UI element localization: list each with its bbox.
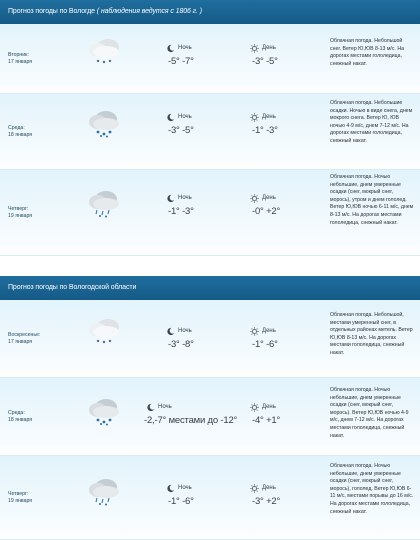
day-date: 17 января xyxy=(8,58,33,65)
city-forecast-note: ( наблюдения ведутся с 1806 г. ) xyxy=(96,8,202,15)
day-temperature: -1° -6° xyxy=(252,339,278,350)
sun-icon xyxy=(250,44,259,53)
moon-icon xyxy=(166,44,175,53)
moon-icon xyxy=(146,403,155,412)
day-date: 18 января xyxy=(8,416,33,423)
moon-icon xyxy=(166,327,175,336)
day-label: День xyxy=(262,328,276,334)
forecast-day xyxy=(8,170,32,255)
day-temperature: -3° -5° xyxy=(252,56,278,67)
region-forecast-rows xyxy=(0,300,420,540)
day-date: 19 января xyxy=(8,212,33,219)
day-label: День xyxy=(262,195,276,201)
city-forecast-rows xyxy=(0,24,420,256)
forecast-row xyxy=(0,94,420,170)
day-name: Четверг: xyxy=(8,490,29,497)
night-temperature: -3° -5° xyxy=(168,125,194,136)
day-name: Среда: xyxy=(8,124,25,131)
sun-icon xyxy=(250,484,259,493)
forecast-row xyxy=(0,170,420,256)
cloud-snow-icon xyxy=(86,476,122,506)
night-label: Ночь xyxy=(158,404,172,410)
night-label: Ночь xyxy=(178,195,192,201)
day-temperature: -4° +1° xyxy=(252,415,281,426)
sun-icon xyxy=(250,327,259,336)
night-temperature: -1° -6° xyxy=(168,496,194,507)
night-temperature: -3° -8° xyxy=(168,339,194,350)
forecast-description: Облачная погода. Ночью небольшие, днем умеренные осадки (снег, мокрый снег, морось). Ветер Ю,ЮВ ночью 4-9 м/с, днем 7-12 м/с. На дорогах местами гололедица, снежный накат. xyxy=(330,387,409,439)
region-forecast-title: Прогноз погоды по Вологодской области xyxy=(8,284,137,291)
forecast-description: Облачная погода. Небольшие осадки. Ночью в виде снега, днем мокрого снега. Ветер Ю, ЮВ ночью 4-9 м/с, днем 7-12 м/с. На дорогах местами гололедица, снежный накат. xyxy=(330,100,413,144)
night-label: Ночь xyxy=(178,114,192,120)
forecast-day xyxy=(8,456,32,539)
moon-icon xyxy=(166,194,175,203)
forecast-row xyxy=(0,300,420,378)
forecast-row xyxy=(0,456,420,540)
city-forecast-title: Прогноз погоды по Вологде xyxy=(8,8,95,15)
day-label: День xyxy=(262,485,276,491)
sun-icon xyxy=(250,113,259,122)
day-name: Воскресенье: xyxy=(8,331,41,338)
cloud-snow-icon xyxy=(86,396,122,426)
day-label: День xyxy=(262,114,276,120)
moon-icon xyxy=(166,484,175,493)
night-temperature: -2,-7° местами до -12° xyxy=(144,415,238,426)
day-date: 17 января xyxy=(8,338,33,345)
forecast-day xyxy=(8,378,32,455)
forecast-day xyxy=(8,94,32,169)
day-name: Четверг: xyxy=(8,205,29,212)
city-forecast-header xyxy=(0,0,420,24)
day-temperature: -1° -3° xyxy=(252,125,278,136)
day-name: Среда: xyxy=(8,409,25,416)
forecast-day xyxy=(8,24,32,93)
night-temperature: -5° -7° xyxy=(168,56,194,67)
night-label: Ночь xyxy=(178,485,192,491)
day-date: 18 января xyxy=(8,131,33,138)
day-name: Вторник: xyxy=(8,51,29,58)
sun-icon xyxy=(250,403,259,412)
cloud-snow-icon xyxy=(86,36,122,66)
region-forecast-header xyxy=(0,276,420,300)
night-label: Ночь xyxy=(178,328,192,334)
city-forecast-section xyxy=(0,0,420,256)
day-date: 19 января xyxy=(8,497,33,504)
night-label: Ночь xyxy=(178,45,192,51)
forecast-description: Облачная погода. Ночью небольшие, днем умеренные осадки (снег, мокрый снег, морось), гололед. Ветер Ю,ЮВ 6-11 м/с, местами порывы до 16 м/с. На дорогах местами гололедица, снежный накат. xyxy=(330,463,414,515)
forecast-day xyxy=(8,300,40,377)
cloud-snow-icon xyxy=(86,188,122,218)
cloud-snow-icon xyxy=(86,316,122,346)
day-label: День xyxy=(262,45,276,51)
day-temperature: -3° +2° xyxy=(252,496,281,507)
cloud-snow-icon xyxy=(86,108,122,138)
day-temperature: -0° +2° xyxy=(252,206,281,217)
region-forecast-section xyxy=(0,276,420,540)
forecast-row xyxy=(0,24,420,94)
sun-icon xyxy=(250,194,259,203)
forecast-row xyxy=(0,378,420,456)
forecast-description: Облачная погода. Небольшой, местами умеренный снег, в отдельных районах метель. Ветер Ю,ЮВ 8-13 м/с. На дорогах местами гололедица, снежный накат. xyxy=(330,312,413,356)
night-temperature: -1° -3° xyxy=(168,206,194,217)
day-label: День xyxy=(262,404,276,410)
forecast-description: Облачная погода. Небольшой снег. Ветер Ю,ЮВ 8-13 м/с. На дорогах местами гололедица, снежный накат. xyxy=(330,38,404,67)
forecast-description: Облачная погода. Ночью небольшие, днем умеренные осадки (снег, мокрый снег, морось), утром и днем гололед. Ветер Ю,ЮВ ночью 6-11 м/с, днем 8-13 м/с. На дорогах местами гололедица, снежный накат. xyxy=(330,174,414,226)
moon-icon xyxy=(166,113,175,122)
